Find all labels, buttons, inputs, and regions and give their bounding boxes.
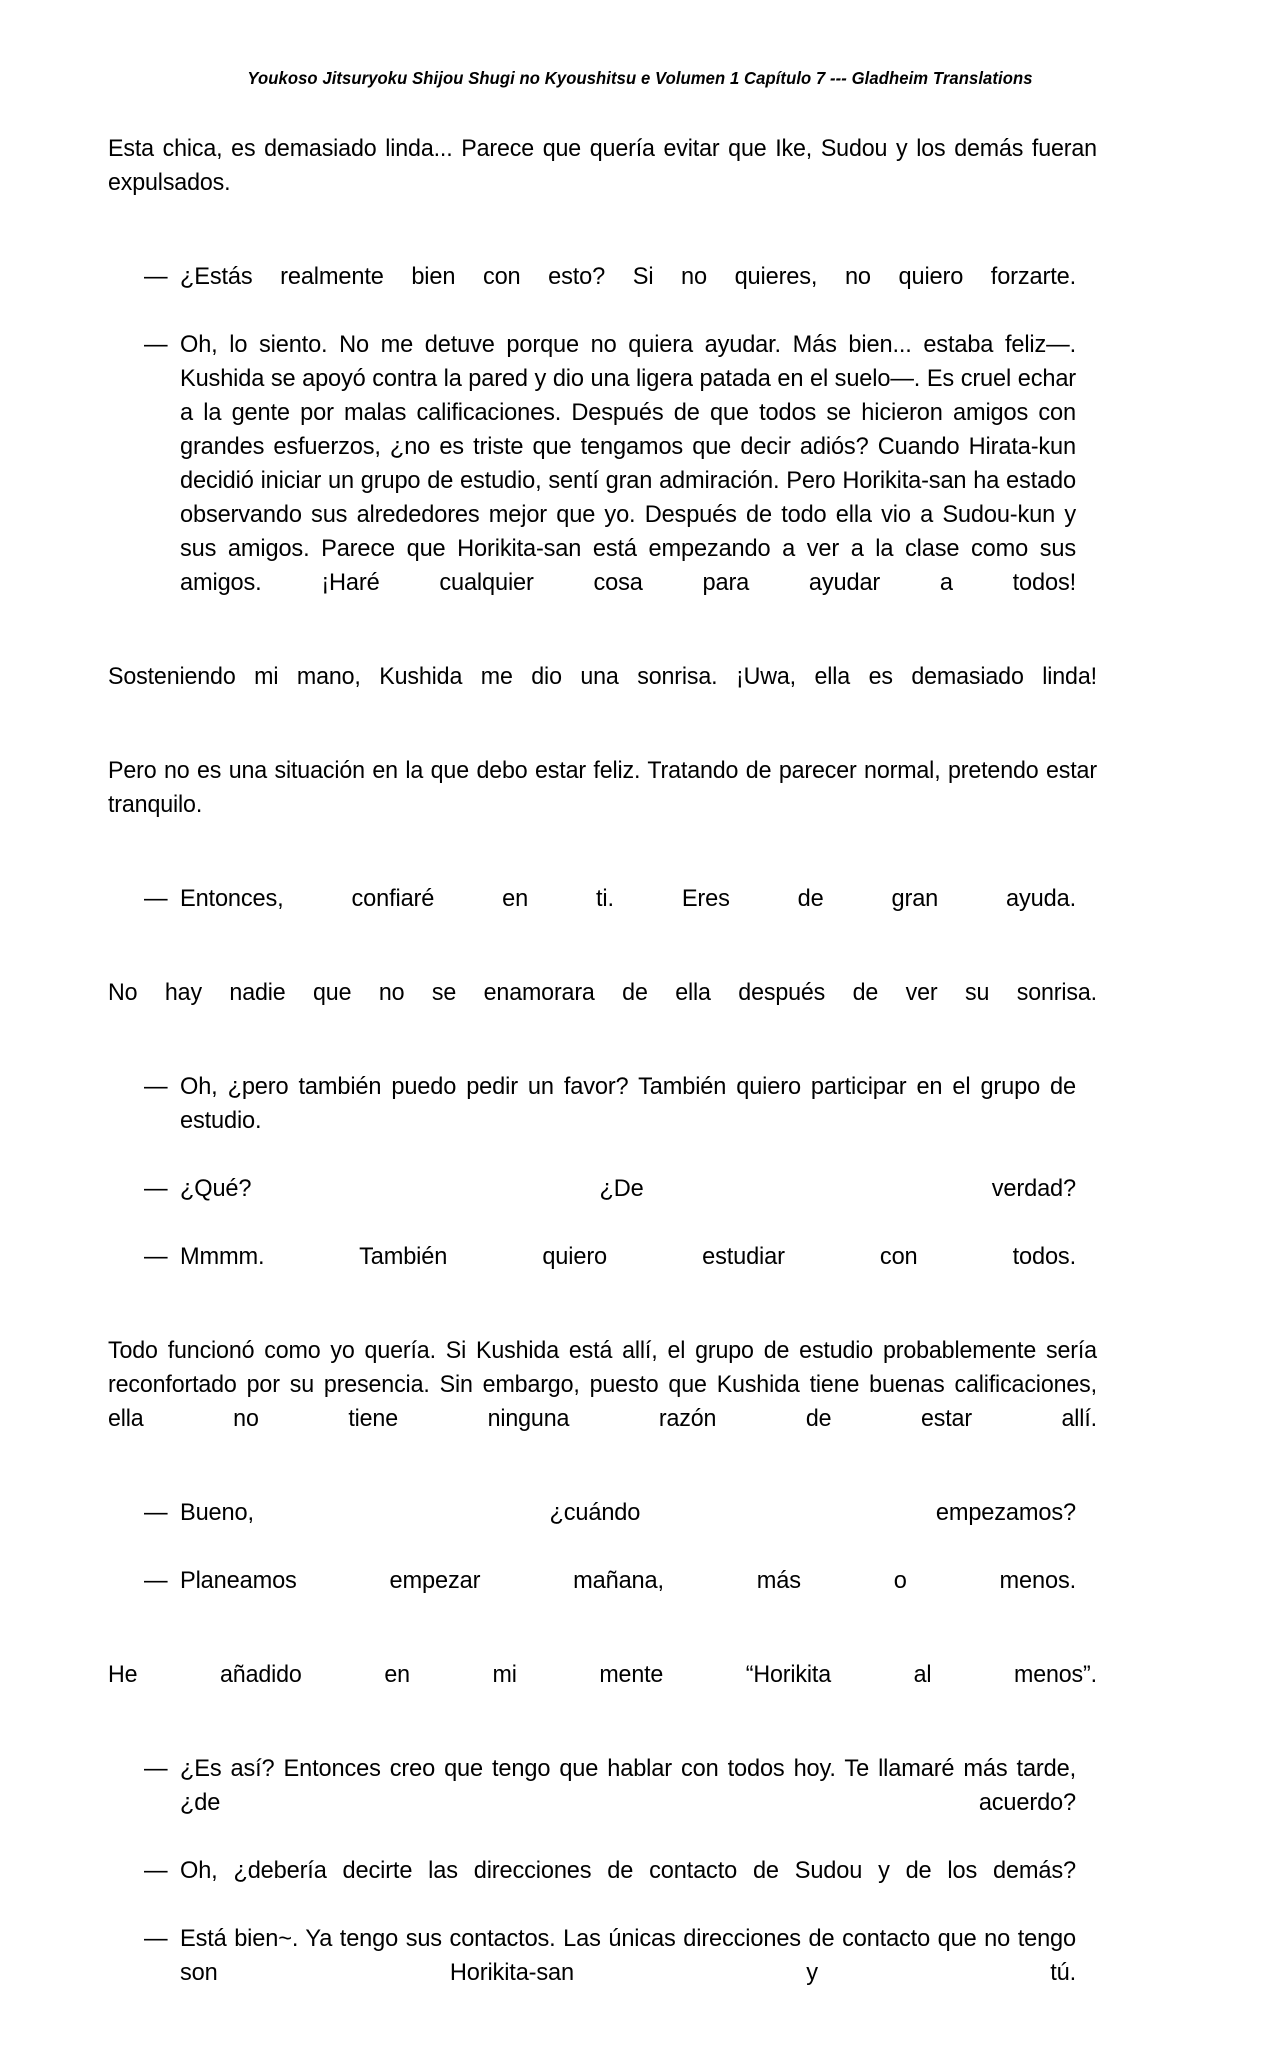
em-dash-marker: — xyxy=(144,332,168,358)
dialogue-text: ¿Es así? Entonces creo que tengo que hablar con todos hoy. Te llamaré más tarde, ¿de acuerdo? xyxy=(180,1756,1076,1816)
dialogue-line xyxy=(144,1922,1076,2024)
dialogue-line xyxy=(144,328,1076,634)
em-dash-marker: — xyxy=(144,1568,168,1594)
running-header: Youkoso Jitsuryoku Shijou Shugi no Kyoushitsu e Volumen 1 Capítulo 7 --- Gladheim Translations xyxy=(247,68,1033,88)
dialogue-line xyxy=(144,1854,1076,1922)
dialogue-block-4 xyxy=(108,1496,1076,1632)
dialogue-block-2 xyxy=(108,882,1076,950)
dialogue-line xyxy=(144,1496,1076,1564)
paragraph-6: He añadido en mi mente “Horikita al menos”. xyxy=(108,1662,1097,1688)
em-dash-marker: — xyxy=(144,1756,168,1782)
dialogue-text: Bueno, ¿cuándo empezamos? xyxy=(180,1500,1076,1526)
em-dash-marker: — xyxy=(144,1858,168,1884)
page-body xyxy=(108,132,1112,2050)
dialogue-line xyxy=(144,882,1076,950)
em-dash-marker: — xyxy=(144,1176,168,1202)
paragraph-3: Pero no es una situación en la que debo estar feliz. Tratando de parecer normal, pretendo estar tranquilo. xyxy=(108,758,1097,818)
dialogue-line xyxy=(144,1172,1076,1240)
em-dash-marker: — xyxy=(144,886,168,912)
dialogue-line xyxy=(144,1240,1076,1308)
dialogue-text: Oh, ¿debería decirte las direcciones de contacto de Sudou y de los demás? xyxy=(180,1858,1076,1884)
dialogue-text: Oh, ¿pero también puedo pedir un favor? También quiero participar en el grupo de estudio. xyxy=(180,1074,1076,1134)
dialogue-block-5 xyxy=(108,1752,1076,2024)
dialogue-line xyxy=(144,1564,1076,1632)
dialogue-text: Mmmm. También quiero estudiar con todos. xyxy=(180,1244,1076,1270)
paragraph-1: Esta chica, es demasiado linda... Parece que quería evitar que Ike, Sudou y los demás fueran expulsados. xyxy=(108,136,1097,196)
em-dash-marker: — xyxy=(144,1926,168,1952)
dialogue-text: Oh, lo siento. No me detuve porque no quiera ayudar. Más bien... estaba feliz—. Kushida se apoyó contra la pared y dio una ligera patada en el suelo—. Es cruel echar a la gente por malas calificaciones. Después de que todos se hicieron amigos con grandes esfuerzos, ¿no es triste que tengamos que decir adiós? Cuando Hirata-kun decidió iniciar un grupo de estudio, sentí gran admiración. Pero Horikita-san ha estado observando sus alrededores mejor que yo. Después de todo ella vio a Sudou-kun y sus amigos. Parece que Horikita-san está empezando a ver a la clase como sus amigos. ¡Haré cualquier cosa para ayudar a todos! xyxy=(180,332,1076,596)
dialogue-block-1 xyxy=(108,260,1076,634)
dialogue-text: Entonces, confiaré en ti. Eres de gran ayuda. xyxy=(180,886,1076,912)
paragraph-5: Todo funcionó como yo quería. Si Kushida está allí, el grupo de estudio probablemente sería reconfortado por su presencia. Sin embargo, puesto que Kushida tiene buenas calificaciones, ella no tiene ninguna razón de estar allí. xyxy=(108,1338,1097,1432)
dialogue-block-3 xyxy=(108,1070,1076,1308)
dialogue-line xyxy=(144,1752,1076,1854)
dialogue-line xyxy=(144,260,1076,328)
dialogue-line xyxy=(144,1070,1076,1172)
dialogue-text: Está bien~. Ya tengo sus contactos. Las únicas direcciones de contacto que no tengo son Horikita-san y tú. xyxy=(180,1926,1076,1986)
paragraph-2: Sosteniendo mi mano, Kushida me dio una sonrisa. ¡Uwa, ella es demasiado linda! xyxy=(108,664,1097,690)
em-dash-marker: — xyxy=(144,1244,168,1270)
dialogue-text: Planeamos empezar mañana, más o menos. xyxy=(180,1568,1076,1594)
em-dash-marker: — xyxy=(144,264,168,290)
paragraph-4: No hay nadie que no se enamorara de ella después de ver su sonrisa. xyxy=(108,980,1097,1006)
em-dash-marker: — xyxy=(144,1500,168,1526)
em-dash-marker: — xyxy=(144,1074,168,1100)
dialogue-text: ¿Qué? ¿De verdad? xyxy=(180,1176,1076,1202)
dialogue-text: ¿Estás realmente bien con esto? Si no quieres, no quiero forzarte. xyxy=(180,264,1076,290)
